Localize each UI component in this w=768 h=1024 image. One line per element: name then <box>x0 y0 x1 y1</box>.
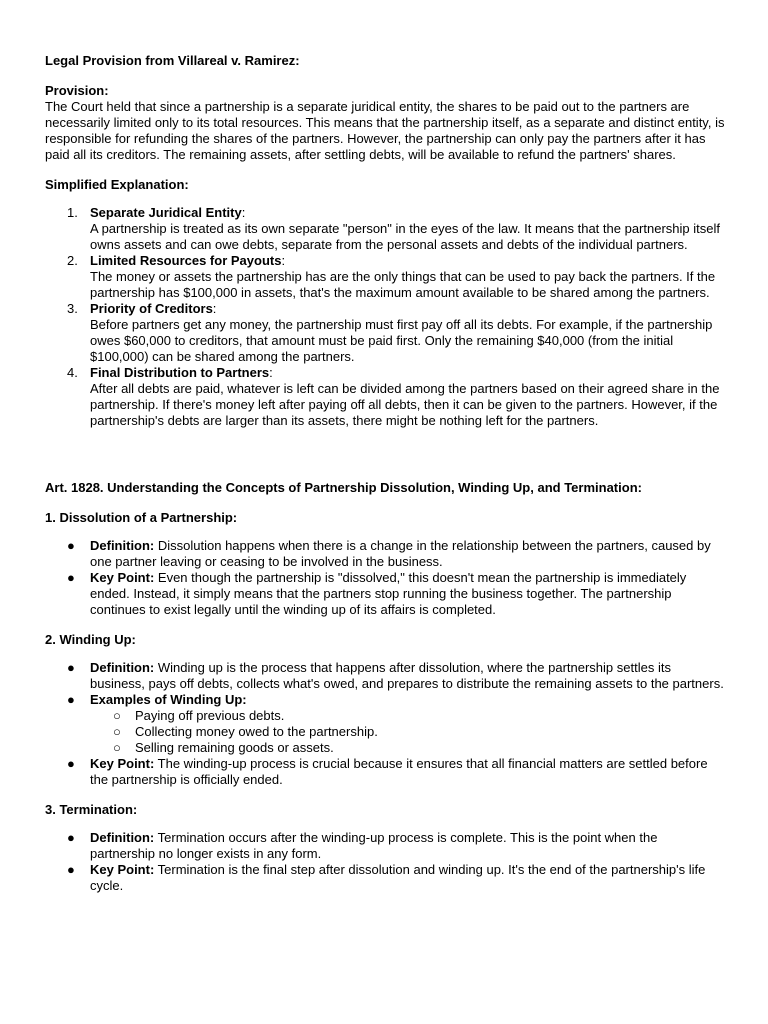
examples-sublist <box>90 708 725 756</box>
item-label: Key Point: <box>90 756 155 771</box>
sub-list-item <box>90 740 725 756</box>
item-title: Final Distribution to Partners <box>90 365 270 380</box>
bullet-icon: ● <box>67 538 75 553</box>
explanation-item <box>45 365 725 429</box>
explanation-item <box>45 253 725 301</box>
list-number: 4. <box>67 365 78 380</box>
item-text: The winding-up process is crucial because it ensures that all financial matters are settled before the partnership is officially ended. <box>90 756 708 787</box>
bullet-icon: ● <box>67 756 75 771</box>
document-page <box>45 53 725 894</box>
sub-list-item <box>90 708 725 724</box>
heading-villareal: Legal Provision from Villareal v. Ramirez: <box>45 53 300 68</box>
provision-label: Provision: <box>45 83 109 98</box>
item-label: Key Point: <box>90 862 155 877</box>
item-text: Dissolution happens when there is a change in the relationship between the partners, caused by one partner leaving or ceasing to be involved in the business. <box>90 538 711 569</box>
item-label: Key Point: <box>90 570 155 585</box>
list-item <box>45 692 725 756</box>
list-item <box>45 756 725 788</box>
bullet-icon: ● <box>67 862 75 877</box>
heading-art-1828: Art. 1828. Understanding the Concepts of Partnership Dissolution, Winding Up, and Termination: <box>45 480 642 495</box>
item-label: Definition: <box>90 830 155 845</box>
item-text: After all debts are paid, whatever is left can be divided among the partners based on their agreed share in the partnership. If there's money left after paying off all debts, then it can be given to the partners. However, if the partnership's debts are larger than its assets, there might be nothing left for the partners. <box>90 381 720 428</box>
item-text: Termination occurs after the winding-up process is complete. This is the point when the partnership no longer exists in any form. <box>90 830 658 861</box>
hollow-bullet-icon: ○ <box>113 740 121 755</box>
item-text: Even though the partnership is "dissolved," this doesn't mean the partnership is immediately ended. Instead, it simply means that the partners stop running the business together. The partnership continues to exist legally until the winding up of its affairs is completed. <box>90 570 687 617</box>
bullet-icon: ● <box>67 830 75 845</box>
list-item <box>45 830 725 862</box>
item-text: Termination is the final step after dissolution and winding up. It's the end of the partnership's life cycle. <box>90 862 706 893</box>
sub-item-text: Collecting money owed to the partnership. <box>135 724 378 739</box>
bullet-icon: ● <box>67 692 75 707</box>
list-number: 3. <box>67 301 78 316</box>
list-number: 1. <box>67 205 78 220</box>
list-item <box>45 660 725 692</box>
list-item <box>45 570 725 618</box>
section-termination-title: 3. Termination: <box>45 802 138 817</box>
hollow-bullet-icon: ○ <box>113 724 121 739</box>
sub-list-item <box>90 724 725 740</box>
item-colon: : <box>269 365 273 380</box>
item-label: Definition: <box>90 660 155 675</box>
explanation-list <box>45 205 725 429</box>
provision-text: The Court held that since a partnership is a separate juridical entity, the shares to be paid out to the partners are necessarily limited only to its total resources. This means that the partnership itself, as a separate and distinct entity, is responsible for refunding the shares of the partners. However, the partnership can only pay the partners after it has paid all its creditors. The remaining assets, after settling debts, will be available to refund the partners' shares. <box>45 99 725 162</box>
sub-item-text: Paying off previous debts. <box>135 708 285 723</box>
item-colon: : <box>241 205 246 220</box>
item-title: Limited Resources for Payouts <box>90 253 282 268</box>
list-item <box>45 538 725 570</box>
winding-up-list <box>45 660 725 788</box>
item-title: Separate Juridical Entity <box>90 205 242 220</box>
item-text: Before partners get any money, the partnership must first pay off all its debts. For example, if the partnership owes $60,000 to creditors, that amount must be paid first. Only the remaining $40,000 (from the initial $100,000) can be shared among the partners. <box>90 317 713 364</box>
list-number: 2. <box>67 253 78 268</box>
item-text: Winding up is the process that happens after dissolution, where the partnership settles its business, pays off debts, collects what's owed, and prepares to distribute the remaining assets to the partners. <box>90 660 724 691</box>
explanation-item <box>45 301 725 365</box>
list-item <box>45 862 725 894</box>
item-text: A partnership is treated as its own separate "person" in the eyes of the law. It means that the partnership itself owns assets and can owe debts, separate from the personal assets and debts of the individual partners. <box>90 221 720 252</box>
item-colon: : <box>212 301 217 316</box>
sub-item-text: Selling remaining goods or assets. <box>135 740 334 755</box>
dissolution-list <box>45 538 725 618</box>
item-title: Priority of Creditors <box>90 301 213 316</box>
item-label: Definition: <box>90 538 155 553</box>
termination-list <box>45 830 725 894</box>
hollow-bullet-icon: ○ <box>113 708 121 723</box>
explanation-item <box>45 205 725 253</box>
simplified-explanation-label: Simplified Explanation: <box>45 177 189 192</box>
section-winding-up-title: 2. Winding Up: <box>45 632 136 647</box>
item-colon: : <box>281 253 286 268</box>
bullet-icon: ● <box>67 570 75 585</box>
item-text: The money or assets the partnership has are the only things that can be used to pay back the partners. If the partnership has $100,000 in assets, that's the maximum amount available to be shared among the partners. <box>90 269 716 300</box>
item-label: Examples of Winding Up: <box>90 692 247 707</box>
bullet-icon: ● <box>67 660 75 675</box>
section-dissolution-title: 1. Dissolution of a Partnership: <box>45 510 238 525</box>
